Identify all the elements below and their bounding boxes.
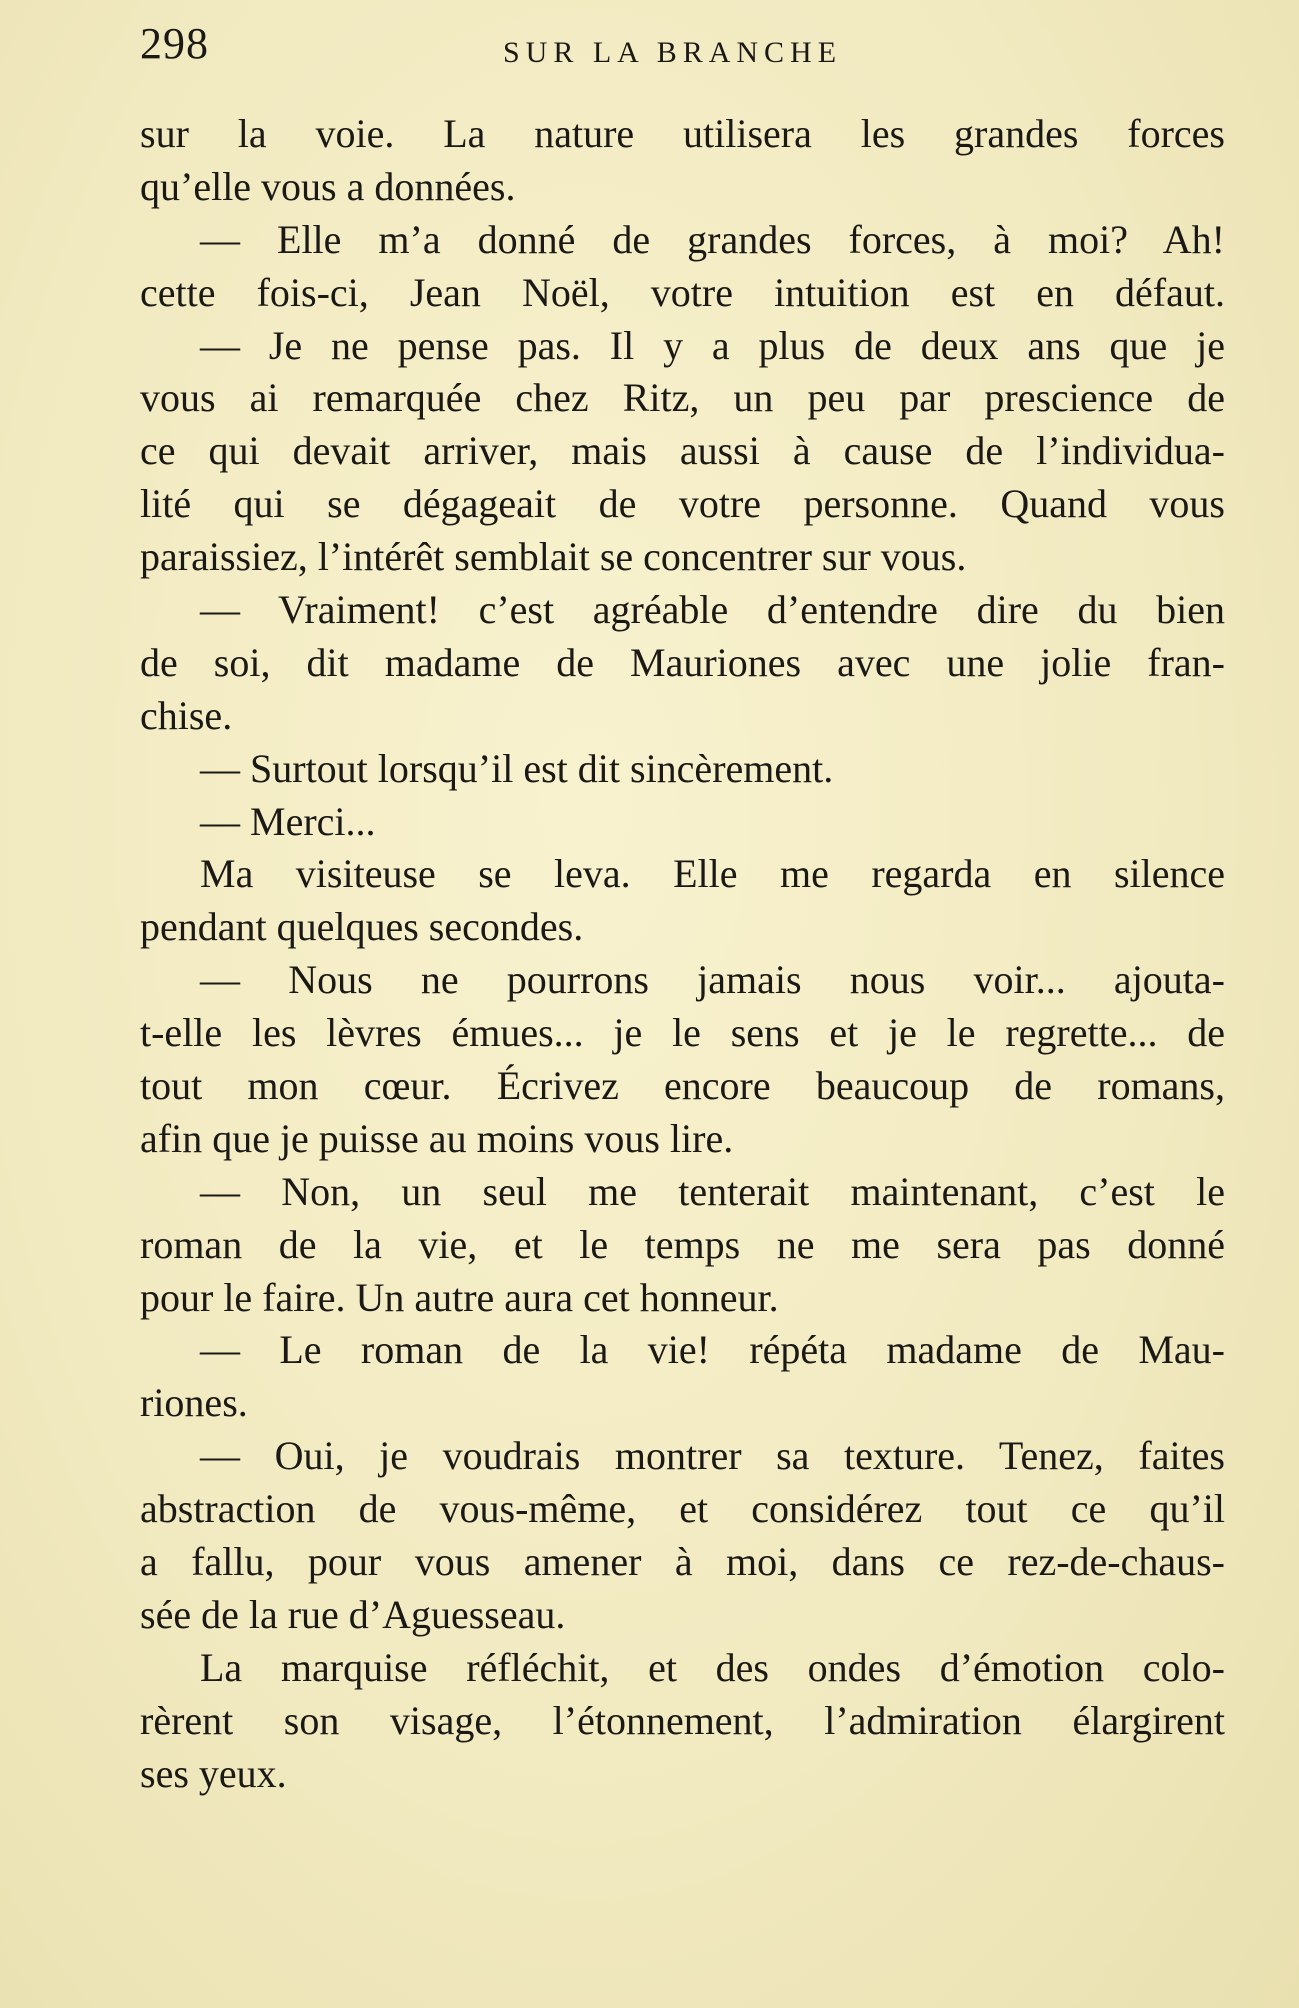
text-line: abstraction de vous-même, et considérez tout ce qu’il (140, 1486, 1225, 1532)
text-line: roman de la vie, et le temps ne me sera pas donné (140, 1221, 1225, 1267)
text-line: ses yeux. (140, 1750, 287, 1796)
text-line: tout mon cœur. Écrivez encore beaucoup de romans, (140, 1063, 1225, 1109)
text-line: rèrent son visage, l’étonnement, l’admiration élargirent (140, 1697, 1225, 1743)
text-line: — Merci... (200, 798, 376, 844)
text-line: pendant quelques secondes. (140, 904, 584, 950)
text-line: lité qui se dégageait de votre personne. Quand vous (140, 481, 1225, 527)
running-title: SUR LA BRANCHE (503, 36, 843, 69)
text-line: riones. (140, 1380, 248, 1426)
text-line: — Nous ne pourrons jamais nous voir... ajouta- (200, 957, 1225, 1003)
text-line: — Surtout lorsqu’il est dit sincèrement. (200, 745, 834, 791)
text-line: ce qui devait arriver, mais aussi à cause de l’individua- (140, 428, 1225, 474)
text-line: a fallu, pour vous amener à moi, dans ce rez-de-chaus- (140, 1539, 1225, 1585)
text-line: de soi, dit madame de Mauriones avec une jolie fran- (140, 639, 1225, 685)
body-text (140, 108, 1225, 1801)
text-line: paraissiez, l’intérêt semblait se concentrer sur vous. (140, 534, 967, 580)
page-number: 298 (140, 19, 209, 68)
text-line: — Non, un seul me tenterait maintenant, c’est le (200, 1168, 1225, 1214)
text-line: sur la voie. La nature utilisera les grandes forces (140, 111, 1225, 156)
text-line: t-elle les lèvres émues... je le sens et je le regrette... de (140, 1010, 1225, 1056)
text-line: — Oui, je voudrais montrer sa texture. Tenez, faites (200, 1433, 1225, 1479)
text-line: Ma visiteuse se leva. Elle me regarda en silence (200, 851, 1225, 897)
text-line: vous ai remarquée chez Ritz, un peu par prescience de (140, 375, 1225, 421)
text-line: cette fois-ci, Jean Noël, votre intuition est en défaut. (140, 269, 1225, 315)
text-line: sée de la rue d’Aguesseau. (140, 1591, 566, 1637)
text-line: — Je ne pense pas. Il y a plus de deux ans que je (200, 322, 1225, 368)
text-line: qu’elle vous a données. (140, 163, 516, 209)
text-line: — Elle m’a donné de grandes forces, à moi? Ah! (200, 216, 1225, 262)
text-line: — Le roman de la vie! répéta madame de Mau- (200, 1327, 1225, 1373)
text-line: pour le faire. Un autre aura cet honneur. (140, 1274, 779, 1320)
text-line: chise. (140, 692, 233, 738)
text-line: La marquise réfléchit, et des ondes d’émotion colo- (200, 1644, 1225, 1690)
text-line: afin que je puisse au moins vous lire. (140, 1115, 734, 1161)
text-line: — Vraiment! c’est agréable d’entendre dire du bien (200, 587, 1225, 633)
